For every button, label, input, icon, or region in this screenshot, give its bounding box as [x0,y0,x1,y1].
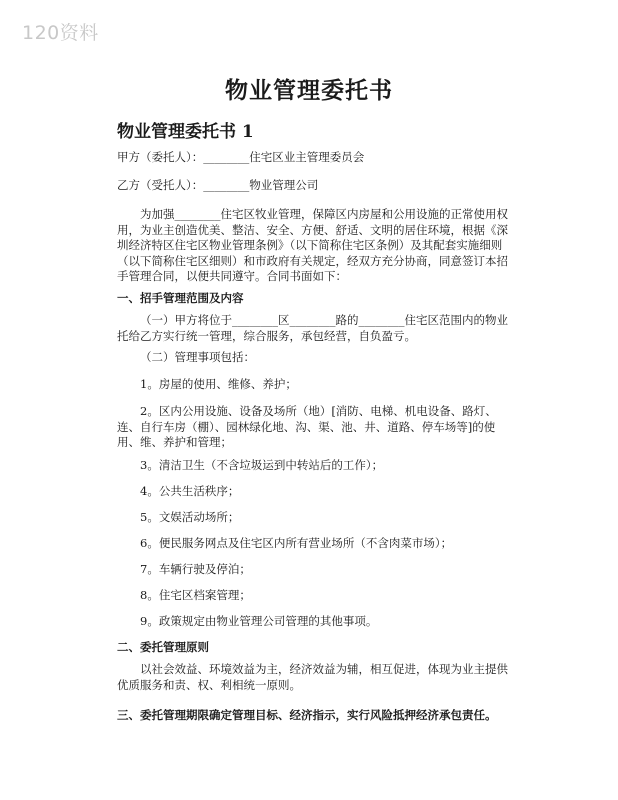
watermark-logo: 120资料 [22,22,99,44]
clause-2: （二）管理事项包括： [140,350,255,364]
list-item: 7。车辆行驶及停泊； [140,562,251,576]
list-item: 9。政策规定由物业管理公司管理的其他事项。 [140,614,378,628]
section-2-text: 以社会效益、环境效益为主，经济效益为辅，相互促进，体现为业主提供优质服务和责、权、利相统一原则。 [117,662,508,692]
list-item: 8。住宅区档案管理； [140,588,251,602]
clause-1: （一）甲方将位于________区________路的________住宅区范围内的物业托给乙方实行统一管理，综合服务，承包经营，自负盈亏。 [117,313,508,343]
section-2-heading: 二、委托管理原则 [117,640,209,654]
list-item: 1。房屋的使用、维修、养护； [140,377,297,391]
document-subtitle: 物业管理委托书 1 [117,122,254,142]
list-item: 6。便民服务网点及住宅区内所有营业场所（不含肉菜市场）； [140,536,453,550]
list-item: 5。文娱活动场所； [140,510,240,524]
intro-paragraph: 为加强________住宅区牧业管理，保障区内房屋和公用设施的正常使用权用，为业主创造优美、整洁、安全、方便、舒适、文明的居住环境，根据《深圳经济特区住宅区物业管理条例》（以下简称住宅区条例）及其配套实施细则（以下简称住宅区细则）和市政府有关规定，经双方充分协商，同意签订本招手管理合同，以便共同遵守。合同书面如下： [117,207,508,283]
list-item: 2。区内公用设施、设备及场所（地）[消防、电梯、机电设备、路灯、连、自行车房（棚）、园林绿化地、沟、渠、池、井、道路、停车场等]的使用、维、养护和管理； [117,404,497,449]
list-item: 4。公共生活秩序； [140,484,240,498]
party-a-line: 甲方（委托人）：________住宅区业主管理委员会 [117,150,365,164]
section-3-heading: 三、委托管理期限确定管理目标、经济指示，实行风险抵押经济承包责任。 [117,708,497,722]
list-item: 3。清洁卫生（不含垃圾运到中转站后的工作）； [140,458,384,472]
document-title: 物业管理委托书 [225,77,393,104]
party-b-line: 乙方（受托人）：________物业管理公司 [117,178,319,192]
section-1-heading: 一、招手管理范围及内容 [117,291,244,305]
